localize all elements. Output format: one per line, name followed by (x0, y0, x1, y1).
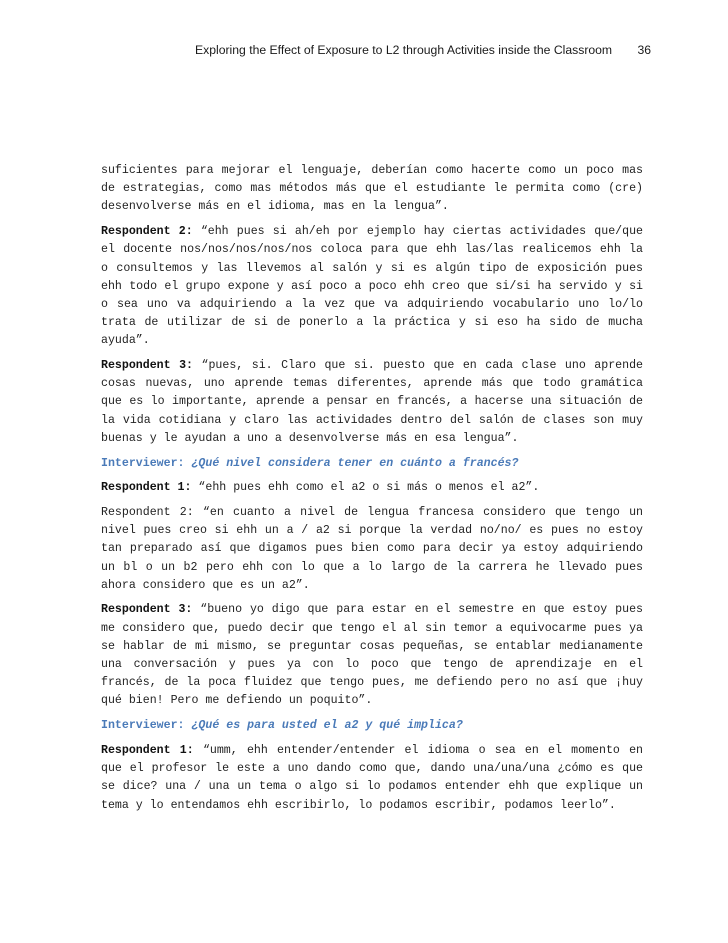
running-header (195, 43, 651, 57)
transcript-paragraph (101, 504, 643, 595)
speaker-label: Respondent 3: (101, 359, 193, 373)
transcript-paragraph (101, 601, 643, 710)
paragraph-text: “ehh pues ehh como el a2 o si más o menos el a2”. (191, 481, 540, 495)
transcript-paragraph (101, 479, 643, 497)
transcript-paragraph (101, 223, 643, 350)
transcript-body (101, 162, 643, 821)
question-text: ¿Qué nivel considera tener en cuánto a francés? (184, 456, 519, 470)
paragraph-text: “pues, si. Claro que si. puesto que en cada clase uno aprende cosas nuevas, uno aprende temas diferentes, aprende más que todo gramática que es lo importante, aprende a pensar en francés, a hacerse una situación de la vida cotidiana y claro las actividades dentro del salón de clases son muy buenas y le ayudan a uno a desenvolverse más en esa lengua”. (101, 359, 643, 445)
interviewer-question (101, 717, 643, 735)
paragraph-text: “bueno yo digo que para estar en el semestre en que estoy pues me considero que, puedo decir que tengo el al sin temor a equivocarme pues ya se hablar de mi mismo, se preguntar cosas pequeñas, se entablar medianamente una conversación y pues ya con lo poco que tengo de aprendizaje en el francés, de la poca fluidez que tengo pues, me defiendo pero no así que ¡huy qué bien! Pero me defiendo un poquito”. (101, 603, 643, 708)
question-text: ¿Qué es para usted el a2 y qué implica? (184, 719, 463, 733)
speaker-label: Respondent 1: (101, 743, 194, 757)
interviewer-question (101, 455, 643, 473)
interviewer-label: Interviewer: (101, 456, 185, 470)
transcript-paragraph (101, 742, 643, 815)
speaker-label: Respondent 3: (101, 603, 193, 617)
paragraph-text: Respondent 2: “en cuanto a nivel de lengua francesa considero que tengo un nivel pues creo si ehh un a / a2 si porque la verdad no/no/ es pues no estoy tan preparado así que digamos pues bien como para decir ya estoy adquiriendo un bl o un b2 pero ehh con lo que a lo largo de la carrera he llevado pues ahora considero que es un a2”. (101, 505, 643, 592)
speaker-label: Respondent 2: (101, 225, 193, 239)
speaker-label: Respondent 1: (101, 481, 192, 495)
header-title: Exploring the Effect of Exposure to L2 through Activities inside the Classroom (195, 43, 613, 57)
paragraph-text: “umm, ehh entender/entender el idioma o sea en el momento en que el profesor le este a uno dando como que, dando una/una/una ¿cómo es que se dice? una / una un tema o algo si lo podamos entender ehh que explique un tema y lo entendamos ehh escribirlo, lo podamos escribir, podamos leerlo”. (101, 743, 643, 812)
page-number: 36 (637, 43, 651, 57)
paragraph-text: suficientes para mejorar el lenguaje, deberían como hacerte como un poco mas de estrategias, como mas métodos más que el estudiante le permita como (cre) desenvolverse más en el idioma, mas en la lengua”. (101, 164, 643, 214)
paragraph-text: “ehh pues si ah/eh por ejemplo hay ciertas actividades que/que el docente nos/nos/nos/nos/nos coloca para que ehh las/las realicemos ehh la o consultemos y las llevemos al salón y si es algún tipo de exposición pues ehh todo el grupo expone y así poco a poco ehh creo que si/si ha servido y si o sea uno va adquiriendo a la vez que va adquiriendo vocabulario uno lo/lo trata de utilizar de si de ponerlo a la práctica y si eso ha sido de mucha ayuda”. (101, 225, 643, 348)
transcript-paragraph (101, 357, 643, 448)
transcript-paragraph (101, 162, 643, 217)
interviewer-label: Interviewer: (101, 719, 185, 733)
